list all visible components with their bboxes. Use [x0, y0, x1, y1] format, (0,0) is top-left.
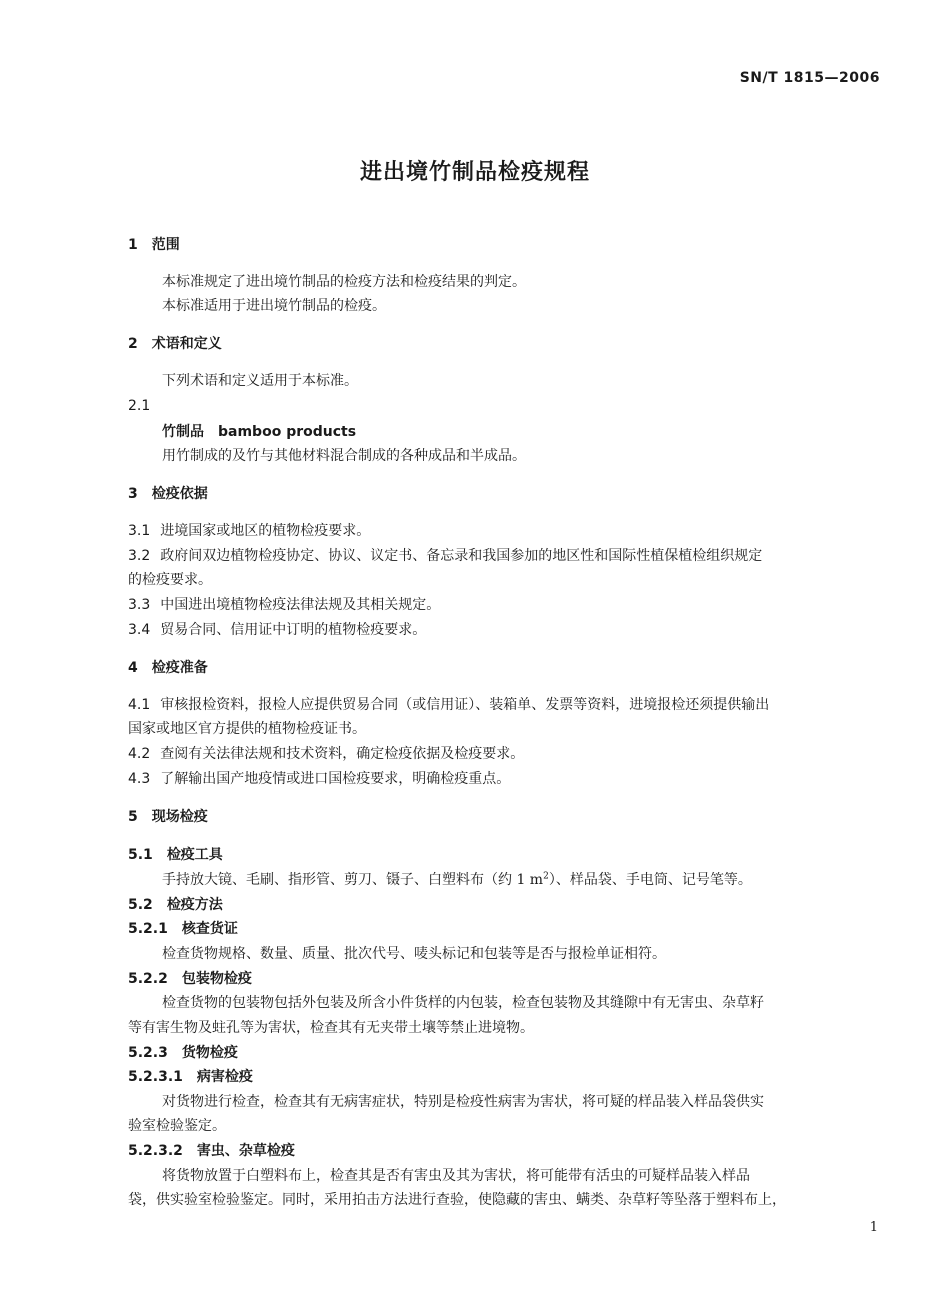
paragraph: 将货物放置于白塑料布上，检查其是否有害虫及其为害状，将可能带有活虫的可疑样品装入样品 — [162, 1168, 750, 1184]
clause-continuation: 的检疫要求。 — [128, 572, 212, 588]
paragraph-continuation: 等有害生物及蛀孔等为害状，检查其有无夹带土壤等禁止进境物。 — [128, 1020, 534, 1036]
subsection-heading: 5.1 检疫工具 — [128, 847, 223, 863]
clause: 3.3 中国进出境植物检疫法律法规及其相关规定。 — [128, 597, 441, 613]
subsection-heading: 5.2.1 核查货证 — [128, 921, 238, 937]
section-heading: 1 范围 — [128, 237, 180, 253]
paragraph: 对货物进行检查，检查其有无病害症状，特别是检疫性病害为害状，将可疑的样品装入样品袋供实 — [162, 1094, 764, 1110]
standard-code: SN/T 1815—2006 — [739, 70, 880, 86]
paragraph: 检查货物的包装物包括外包装及所含小件货样的内包装，检查包装物及其缝隙中有无害虫、杂草籽 — [162, 995, 764, 1011]
section-heading: 4 检疫准备 — [128, 660, 208, 676]
clause: 3.4 贸易合同、信用证中订明的植物检疫要求。 — [128, 622, 427, 638]
paragraph-continuation: 验室检验鉴定。 — [128, 1118, 226, 1134]
subsection-heading: 5.2.2 包装物检疫 — [128, 971, 252, 987]
paragraph: 本标准规定了进出境竹制品的检疫方法和检疫结果的判定。 — [162, 274, 526, 290]
subsection-heading: 5.2.3.2 害虫、杂草检疫 — [128, 1143, 295, 1159]
paragraph: 检查货物规格、数量、质量、批次代号、唛头标记和包装等是否与报检单证相符。 — [162, 946, 666, 962]
term-definition: 用竹制成的及竹与其他材料混合制成的各种成品和半成品。 — [162, 448, 526, 464]
clause: 4.1 审核报检资料，报检人应提供贸易合同（或信用证）、装箱单、发票等资料，进境报检还须提供输出 — [128, 697, 770, 713]
subsection-heading: 5.2.3 货物检疫 — [128, 1045, 238, 1061]
paragraph-continuation: 袋，供实验室检验鉴定。同时，采用拍击方法进行查验，使隐藏的害虫、螨类、杂草籽等坠落于塑料布上， — [128, 1192, 786, 1208]
clause: 3.2 政府间双边植物检疫协定、协议、议定书、备忘录和我国参加的地区性和国际性植保植检组织规定 — [128, 548, 763, 564]
clause: 4.3 了解输出国产地疫情或进口国检疫要求，明确检疫重点。 — [128, 771, 511, 787]
clause-number: 2.1 — [128, 398, 151, 414]
section-heading: 3 检疫依据 — [128, 486, 208, 502]
paragraph: 下列术语和定义适用于本标准。 — [162, 373, 358, 389]
document-title: 进出境竹制品检疫规程 — [359, 160, 590, 185]
paragraph: 本标准适用于进出境竹制品的检疫。 — [162, 298, 386, 314]
page-number: 1 — [869, 1220, 878, 1235]
clause-continuation: 国家或地区官方提供的植物检疫证书。 — [128, 721, 366, 737]
section-heading: 2 术语和定义 — [128, 336, 222, 352]
subsection-heading: 5.2.3.1 病害检疫 — [128, 1069, 253, 1085]
clause: 3.1 进境国家或地区的植物检疫要求。 — [128, 523, 371, 539]
section-heading: 5 现场检疫 — [128, 809, 208, 825]
clause: 4.2 查阅有关法律法规和技术资料，确定检疫依据及检疫要求。 — [128, 746, 525, 762]
term-entry: 竹制品 bamboo products — [162, 424, 357, 440]
paragraph: 手持放大镜、毛刷、指形管、剪刀、镊子、白塑料布（约 1 $m^2$）、样品袋、手电筒、记号笔等。 — [162, 871, 752, 888]
subsection-heading: 5.2 检疫方法 — [128, 897, 223, 913]
